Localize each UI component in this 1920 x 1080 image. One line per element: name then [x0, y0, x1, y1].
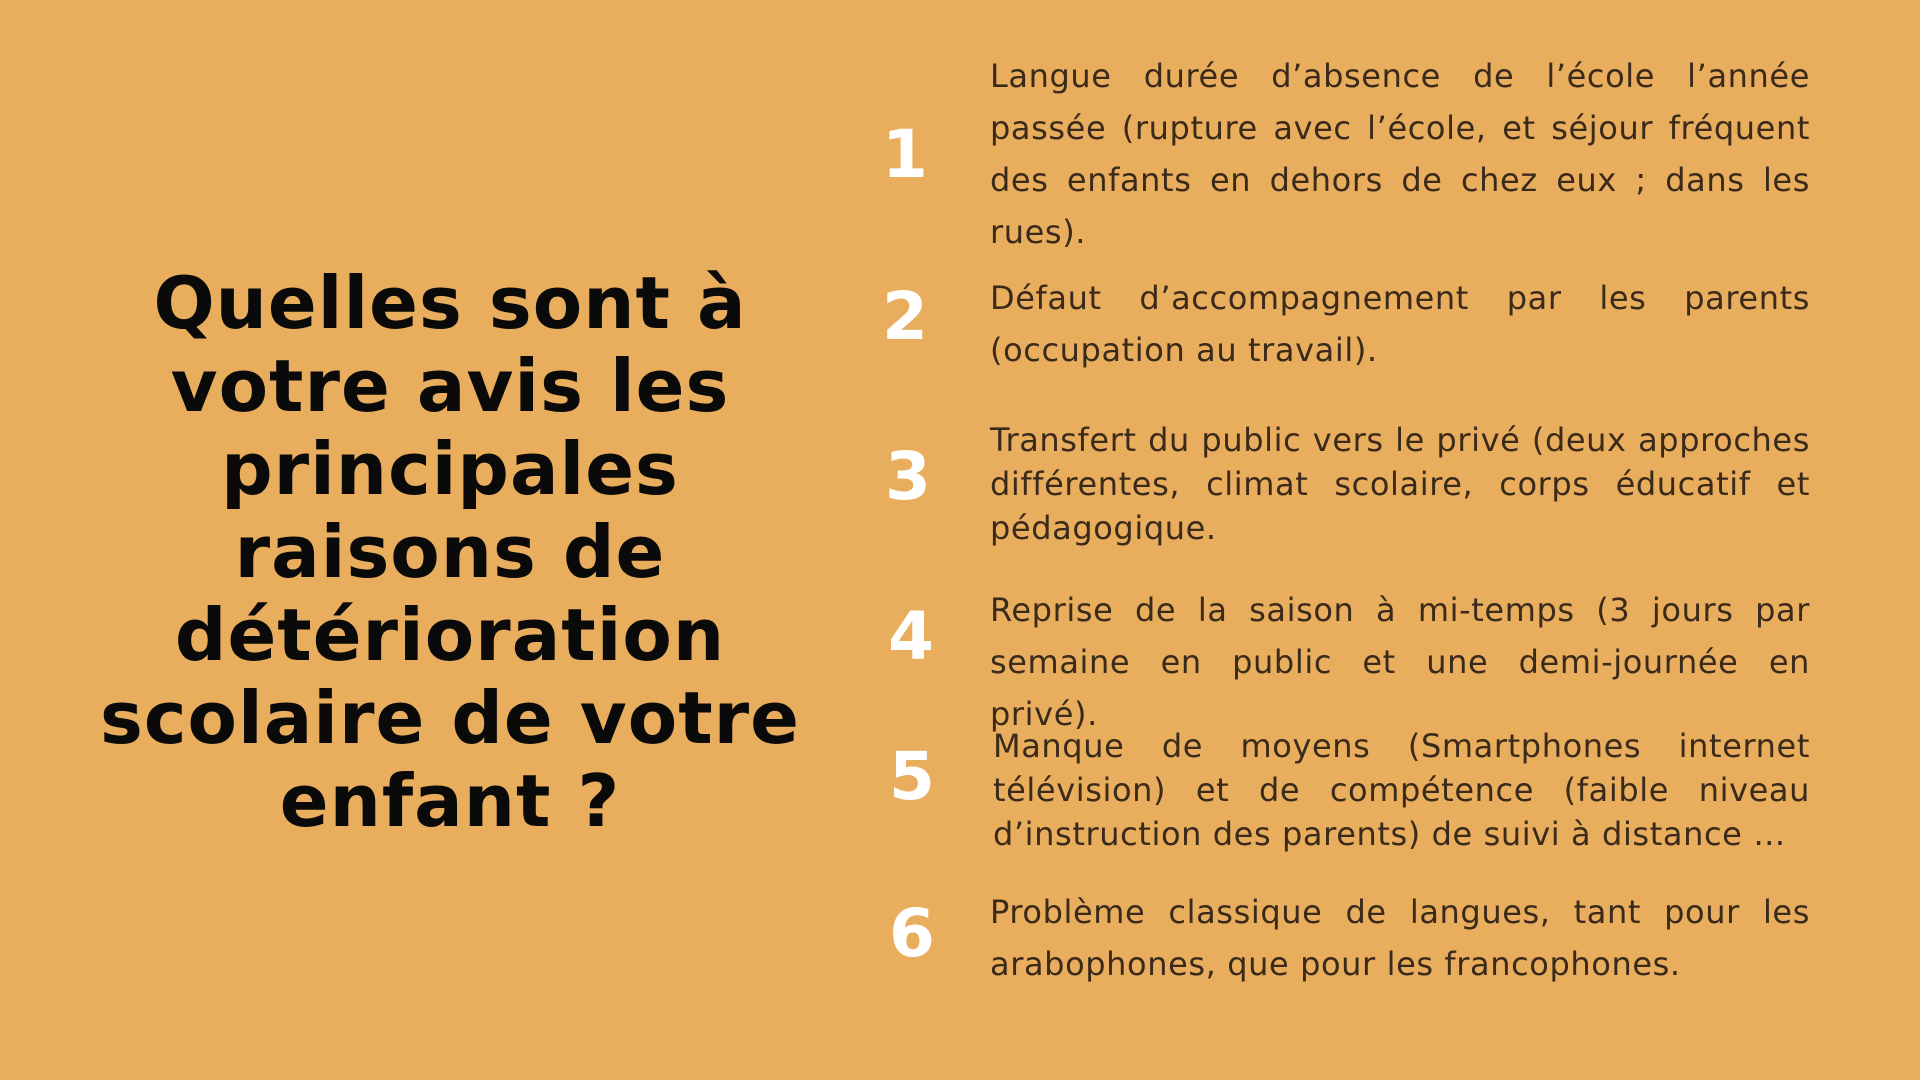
item-number-1: 1: [882, 116, 928, 193]
item-number-6: 6: [889, 895, 935, 972]
item-text-5: Manque de moyens (Smartphones internet télévision) et de compétence (faible niveau d’instruction des parents) de suivi à distance …: [993, 727, 1810, 853]
item-number-4: 4: [888, 598, 934, 675]
question-heading: Quelles sont à votre avis les principales raisons de détérioration scolaire de votre enfant ?: [100, 261, 800, 843]
item-text-1: Langue durée d’absence de l’école l’année passée (rupture avec l’école, et séjour fréquent des enfants en dehors de chez eux ; dans les rues).: [990, 57, 1810, 251]
item-number-3: 3: [885, 438, 931, 515]
item-number-5: 5: [889, 738, 935, 815]
item-number-2: 2: [882, 278, 928, 355]
item-text-6: Problème classique de langues, tant pour les arabophones, que pour les francophones.: [990, 893, 1810, 983]
item-text-2: Défaut d’accompagnement par les parents (occupation au travail).: [990, 279, 1810, 369]
item-text-4: Reprise de la saison à mi-temps (3 jours par semaine en public et une demi-journée en privé).: [990, 591, 1810, 733]
item-text-3: Transfert du public vers le privé (deux approches différentes, climat scolaire, corps éducatif et pédagogique.: [990, 421, 1810, 547]
